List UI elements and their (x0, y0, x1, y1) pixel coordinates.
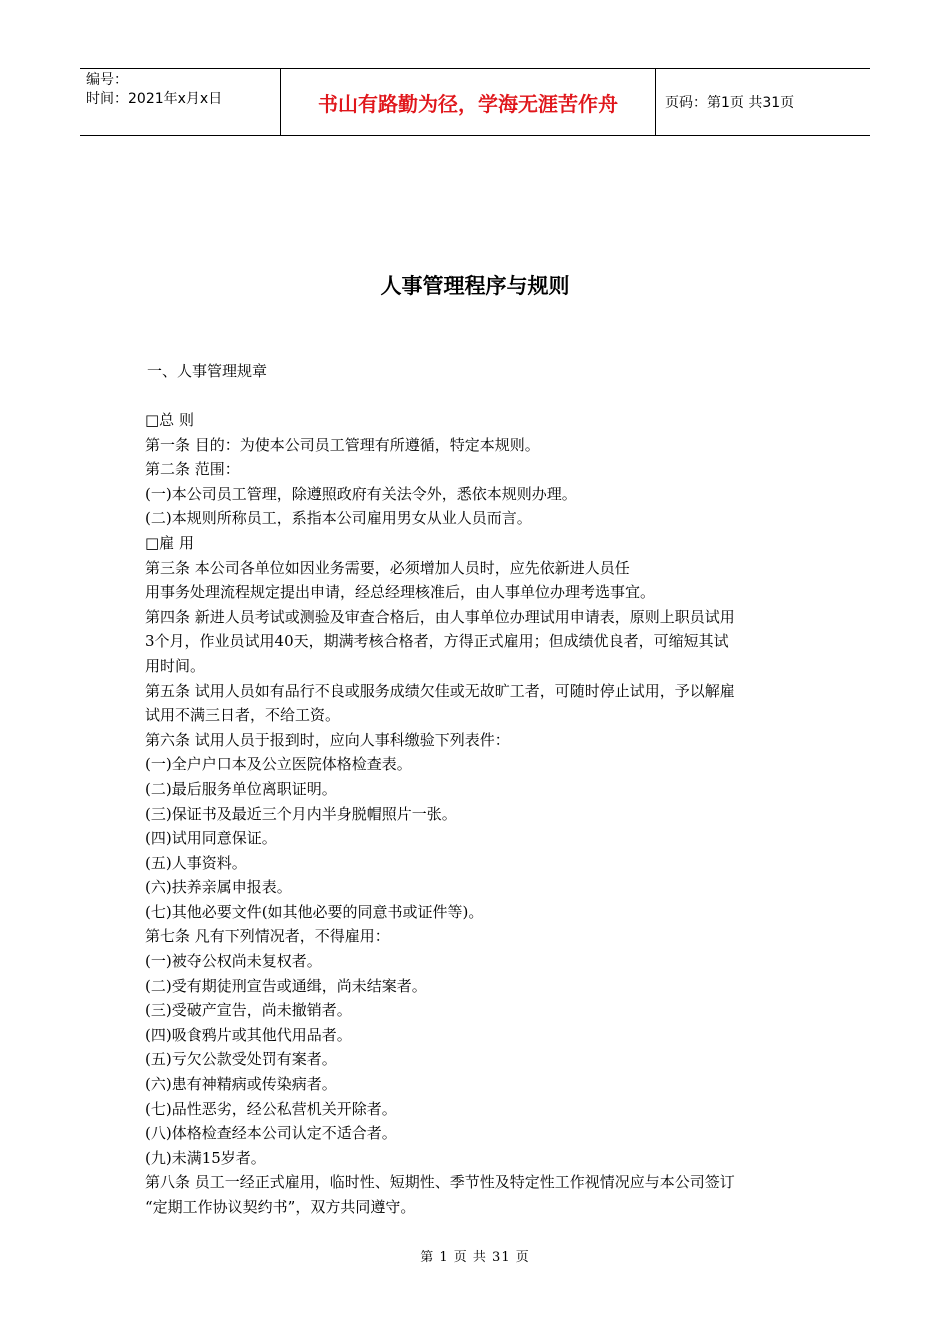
number-label: 编号： (86, 72, 128, 88)
header-meta (80, 69, 281, 135)
body-line: (四)吸食鸦片或其他代用品者。 (145, 1025, 352, 1044)
body-line: (六)患有神精病或传染病者。 (145, 1075, 337, 1094)
body-line: (二)本规则所称员工，系指本公司雇用男女从业人员而言。 (145, 509, 532, 528)
header-page-info: 页码：第1页 共31页 (665, 95, 795, 111)
body-line: (一)全户户口本及公立医院体格检查表。 (145, 755, 412, 774)
body-line: (五)亏欠公款受处罚有案者。 (145, 1050, 337, 1069)
section-heading: 一、人事管理规章 (147, 362, 268, 380)
body-line: (一)被夺公权尚未复权者。 (145, 952, 322, 971)
body-line: (二)最后服务单位离职证明。 (145, 779, 337, 798)
document-body (145, 408, 810, 1220)
body-line: (七)其他必要文件(如其他必要的同意书或证件等)。 (145, 902, 484, 921)
body-line: 第五条 试用人员如有品行不良或服务成绩欠佳或无故旷工者，可随时停止试用，予以解雇 (145, 681, 735, 700)
header-motto: 书山有路勤为径，学海无涯苦作舟 (281, 69, 656, 135)
time-label: 时间：2021年x月x日 (86, 91, 223, 107)
body-line: (四)试用同意保证。 (145, 829, 277, 848)
body-line: 3个月，作业员试用40天，期满考核合格者，方得正式雇用；但成绩优良者，可缩短其试 (145, 632, 729, 651)
body-line: 第四条 新进人员考试或测验及审查合格后，由人事单位办理试用申请表，原则上职员试用 (145, 607, 735, 626)
body-line: (七)品性恶劣，经公私营机关开除者。 (145, 1099, 397, 1118)
body-line: (九)未满15岁者。 (145, 1148, 266, 1167)
page-header (80, 68, 870, 136)
body-line: 第七条 凡有下列情况者，不得雇用： (145, 927, 390, 946)
body-line: 第三条 本公司各单位如因业务需要，必须增加人员时，应先依新进人员任 (145, 558, 630, 577)
document-title: 人事管理程序与规则 (380, 274, 570, 298)
body-line: (八)体格检查经本公司认定不适合者。 (145, 1124, 397, 1143)
body-line: (五)人事资料。 (145, 853, 247, 872)
body-line: 用时间。 (145, 656, 206, 675)
body-line: 第八条 员工一经正式雇用，临时性、短期性、季节性及特定性工作视情况应与本公司签订 (145, 1173, 735, 1192)
body-line: 用事务处理流程规定提出申请，经总经理核准后，由人事单位办理考选事宜。 (145, 583, 656, 602)
body-line: □雇 用 (145, 533, 194, 552)
body-line: 第一条 目的：为使本公司员工管理有所遵循，特定本规则。 (145, 435, 540, 454)
body-line: □总 则 (145, 411, 194, 429)
body-line: (二)受有期徒刑宣告或通缉，尚未结案者。 (145, 976, 427, 995)
body-line: (三)保证书及最近三个月内半身脱帽照片一张。 (145, 804, 457, 823)
body-line: (三)受破产宣告，尚未撤销者。 (145, 1001, 352, 1020)
body-line: 试用不满三日者，不给工资。 (145, 706, 341, 725)
body-line: (六)扶养亲属申报表。 (145, 878, 292, 897)
page-footer: 第 1 页 共 31 页 (420, 1250, 530, 1265)
body-line: “定期工作协议契约书”，双方共同遵守。 (145, 1198, 416, 1216)
body-line: (一)本公司员工管理，除遵照政府有关法令外，悉依本规则办理。 (145, 484, 577, 503)
body-line: 第二条 范围： (145, 460, 240, 479)
body-line: 第六条 试用人员于报到时，应向人事科缴验下列表件： (145, 730, 510, 749)
